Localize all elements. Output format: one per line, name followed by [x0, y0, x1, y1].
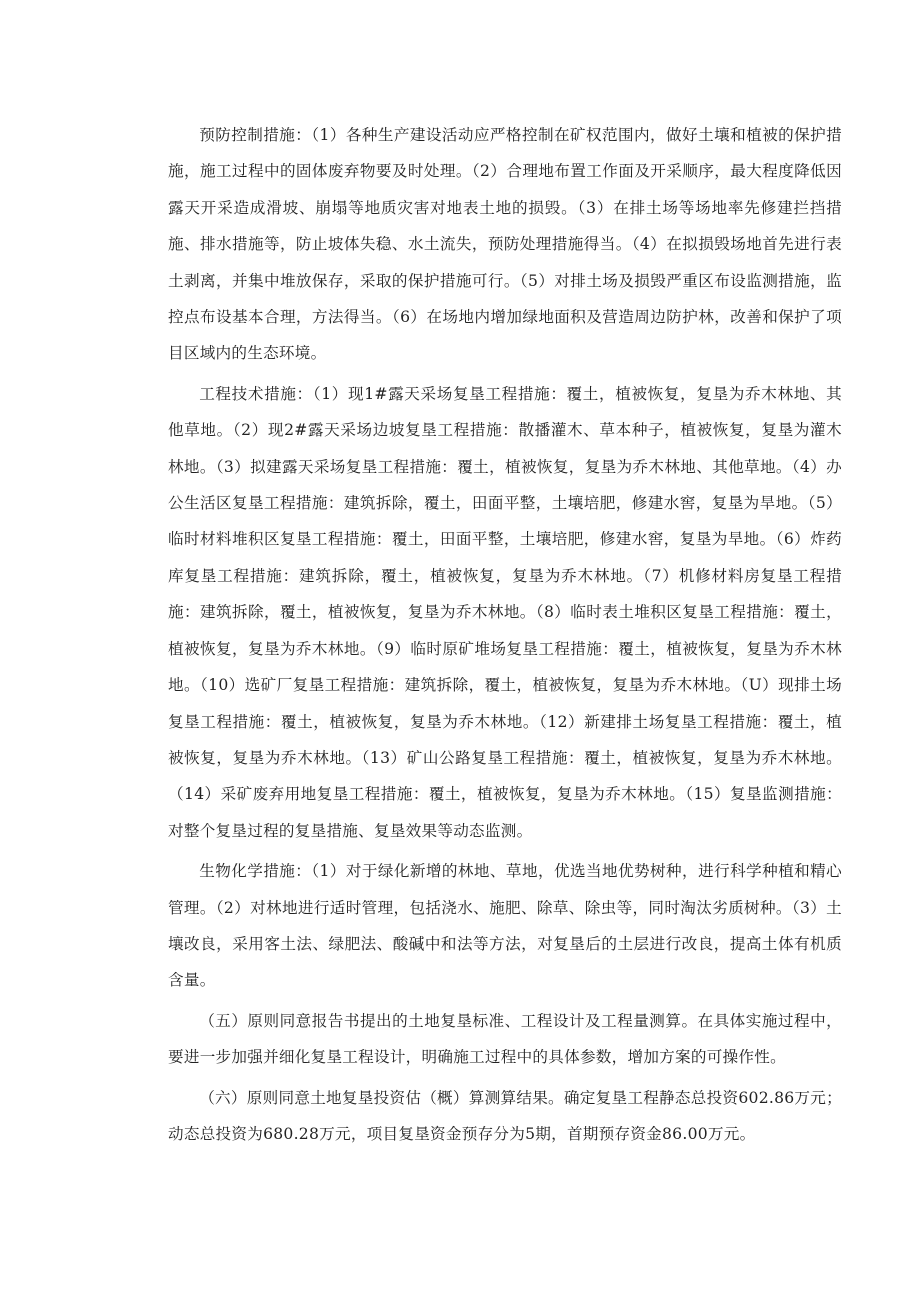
- paragraph-section-six: （六）原则同意土地复垦投资估（概）算测算结果。确定复垦工程静态总投资602.86万元；动态总投资为680.28万元，项目复垦资金预存分为5期，首期预存资金86.00万元。: [168, 1088, 842, 1143]
- paragraph-prevention-measures: 预防控制措施：（1）各种生产建设活动应严格控制在矿权范围内，做好土壤和植被的保护措施，施工过程中的固体废弃物要及时处理。（2）合理地布置工作面及开采顺序，最大程度降低因露天开采造成滑坡、崩塌等地质灾害对地表土地的损毁。（3）在排土场等场地率先修建拦挡措施、排水措施等，防止坡体失稳、水土流失，预防处理措施得当。（4）在拟损毁场地首先进行表土剥离，并集中堆放保存，采取的保护措施可行。（5）对排土场及损毁严重区布设监测措施，监控点布设基本合理，方法得当。（6）在场地内增加绿地面积及营造周边防护林，改善和保护了项目区域内的生态环境。: [168, 126, 842, 363]
- paragraph-section-five: （五）原则同意报告书提出的土地复垦标准、工程设计及工程量测算。在具体实施过程中，要进一步加强并细化复垦工程设计，明确施工过程中的具体参数，增加方案的可操作性。: [168, 1011, 842, 1067]
- paragraph-engineering-measures: 工程技术措施：（1）现1#露天采场复垦工程措施：覆土，植被恢复，复垦为乔木林地、其他草地。（2）现2#露天采场边坡复垦工程措施：散播灌木、草本种子，植被恢复，复垦为灌木林地。（3）拟建露天采场复垦工程措施：覆土，植被恢复，复垦为乔木林地、其他草地。（4）办公生活区复垦工程措施：建筑拆除，覆土，田面平整，土壤培肥，修建水窖，复垦为旱地。（5）临时材料堆积区复垦工程措施：覆土，田面平整，土壤培肥，修建水窖，复垦为旱地。（6）炸药库复垦工程措施：建筑拆除，覆土，植被恢复，复垦为乔木林地。（7）机修材料房复垦工程措施：建筑拆除，覆土，植被恢复，复垦为乔木林地。（8）临时表土堆积区复垦工程措施：覆土，植被恢复，复垦为乔木林地。（9）临时原矿堆场复垦工程措施：覆土，植被恢复，复垦为乔木林地。（10）选矿厂复垦工程措施：建筑拆除，覆土，植被恢复，复垦为乔木林地。（U）现排土场复垦工程措施：覆土，植被恢复，复垦为乔木林地。（12）新建排土场复垦工程措施：覆土，植被恢复，复垦为乔木林地。（13）矿山公路复垦工程措施：覆土，植被恢复，复垦为乔木林地。（14）采矿废弃用地复垦工程措施：覆土，植被恢复，复垦为乔木林地。（15）复垦监测措施：对整个复垦过程的复垦措施、复垦效果等动态监测。: [168, 384, 842, 840]
- paragraph-biochemical-measures: 生物化学措施：（1）对于绿化新增的林地、草地，优选当地优势树种，进行科学种植和精心管理。（2）对林地进行适时管理，包括浇水、施肥、除草、除虫等，同时淘汰劣质树种。（3）土壤改良，采用客土法、绿肥法、酸碱中和法等方法，对复垦后的土层进行改良，提高土体有机质含量。: [168, 862, 842, 990]
